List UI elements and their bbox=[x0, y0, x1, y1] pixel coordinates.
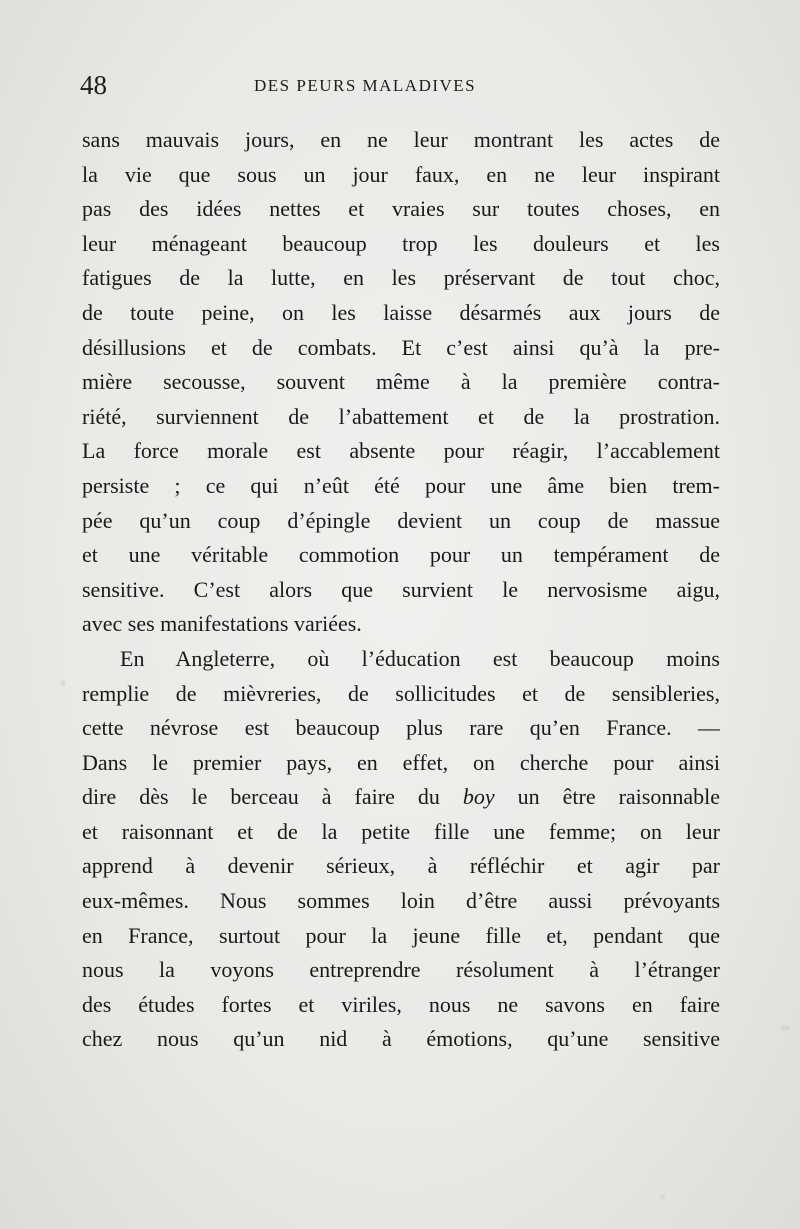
text-line: remplie de mièvreries, de sollicitudes et de sensibleries, bbox=[82, 680, 720, 706]
text-line: sans mauvais jours, en ne leur montrant les actes de bbox=[82, 127, 720, 152]
text-line: la vie que sous un jour faux, en ne leur inspirant bbox=[82, 161, 720, 187]
running-title: DES PEURS MALADIVES bbox=[254, 76, 477, 95]
text-line: La force morale est absente pour réagir, l’accablement bbox=[82, 438, 720, 464]
paragraph-2 bbox=[82, 642, 720, 1057]
text-line: fatigues de la lutte, en les préservant de tout choc, bbox=[82, 265, 720, 291]
text-line: avec ses manifestations variées. bbox=[82, 611, 362, 637]
paper-stain bbox=[60, 680, 66, 686]
text-line: sensitive. C’est alors que survient le nervosisme aigu, bbox=[82, 576, 720, 602]
text-line: apprend à devenir sérieux, à réfléchir et agir par bbox=[82, 853, 720, 879]
text-line: en France, surtout pour la jeune fille et, pendant que bbox=[82, 922, 720, 948]
body-text bbox=[82, 123, 720, 1057]
text-line: de toute peine, on les laisse désarmés aux jours de bbox=[82, 299, 720, 325]
text-line: cette névrose est beaucoup plus rare qu’en France. — bbox=[82, 715, 720, 741]
text-line: persiste ; ce qui n’eût été pour une âme bien trem- bbox=[82, 472, 720, 498]
text-segment: dire dès le berceau à faire du bbox=[82, 784, 463, 810]
text-line: pas des idées nettes et vraies sur toutes choses, en bbox=[82, 196, 720, 222]
text-line: eux-mêmes. Nous sommes loin d’être aussi prévoyants bbox=[82, 888, 720, 914]
paper-stain bbox=[780, 1025, 790, 1031]
paragraph-1 bbox=[82, 123, 720, 642]
text-line: désillusions et de combats. Et c’est ainsi qu’à la pre- bbox=[82, 334, 720, 360]
page-header bbox=[80, 70, 720, 100]
text-line: riété, surviennent de l’abattement et de la prostration. bbox=[82, 403, 720, 429]
text-line: leur ménageant beaucoup trop les douleurs et les bbox=[82, 230, 720, 256]
paper-stain bbox=[660, 1195, 665, 1200]
text-line: Dans le premier pays, en effet, on cherche pour ainsi bbox=[82, 749, 720, 775]
text-line-with-italic bbox=[82, 780, 720, 815]
text-line: chez nous qu’un nid à émotions, qu’une sensitive bbox=[82, 1026, 720, 1052]
page-number: 48 bbox=[80, 70, 107, 100]
text-segment: un être raisonnable bbox=[494, 784, 720, 810]
text-line: nous la voyons entreprendre résolument à l’étranger bbox=[82, 957, 720, 983]
text-line: et raisonnant et de la petite fille une femme; on leur bbox=[82, 818, 720, 844]
text-line: et une véritable commotion pour un tempérament de bbox=[82, 542, 720, 568]
text-line: mière secousse, souvent même à la première contra- bbox=[82, 369, 720, 395]
text-line: des études fortes et viriles, nous ne savons en faire bbox=[82, 991, 720, 1017]
text-line: En Angleterre, où l’éducation est beaucoup moins bbox=[120, 645, 720, 671]
italic-word: boy bbox=[462, 784, 495, 810]
text-line: pée qu’un coup d’épingle devient un coup de massue bbox=[82, 507, 720, 533]
